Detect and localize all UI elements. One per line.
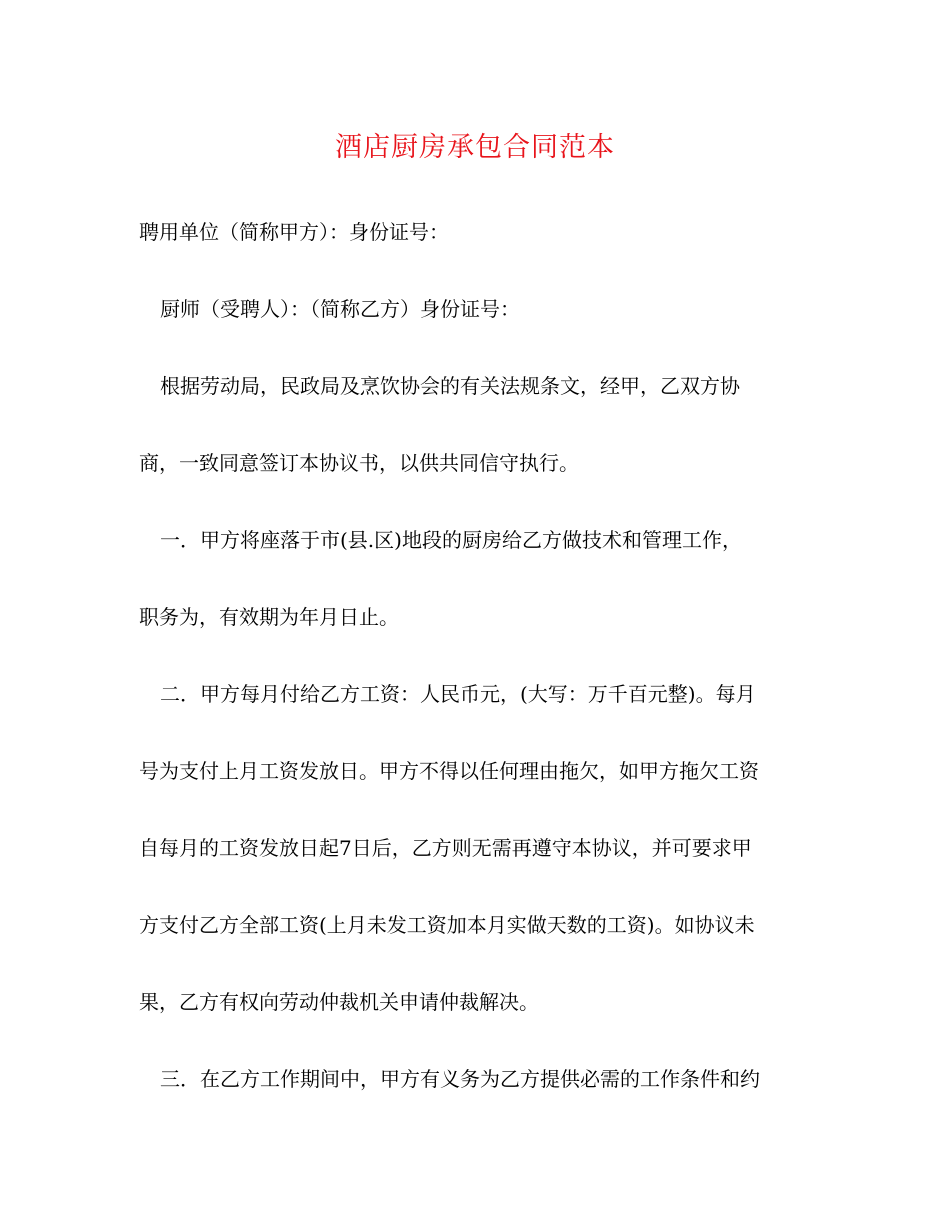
text-line-1: 聘用单位（简称甲方）：身份证号： <box>139 220 449 244</box>
text-line-6: 职务为，有效期为年月日止。 <box>139 605 399 629</box>
text-line-4: 商，一致同意签订本协议书，以供共同信守执行。 <box>139 451 579 475</box>
text-line-2: 厨师（受聘人）：（简称乙方）身份证号： <box>160 297 520 321</box>
text-line-12: 三．在乙方工作期间中，甲方有义务为乙方提供必需的工作条件和约 <box>160 1067 760 1091</box>
document-body <box>139 212 819 1136</box>
text-line-10: 方支付乙方全部工资(上月未发工资加本月实做天数的工资)。如协议未 <box>139 913 755 937</box>
text-line-8: 号为支付上月工资发放日。甲方不得以任何理由拖欠，如甲方拖欠工资 <box>139 759 759 783</box>
text-line-3: 根据劳动局，民政局及烹饮协会的有关法规条文，经甲，乙双方协 <box>160 374 740 398</box>
text-line-5: 一．甲方将座落于市(县.区)地段的厨房给乙方做技术和管理工作， <box>160 528 742 552</box>
document-title: 酒店厨房承包合同范本 <box>335 132 615 163</box>
text-line-11: 果，乙方有权向劳动仲裁机关申请仲裁解决。 <box>139 990 539 1014</box>
text-line-7: 二．甲方每月付给乙方工资：人民币元，(大写：万千百元整)。每月 <box>160 682 756 706</box>
text-line-9: 自每月的工资发放日起7日后，乙方则无需再遵守本协议，并可要求甲 <box>139 836 752 860</box>
